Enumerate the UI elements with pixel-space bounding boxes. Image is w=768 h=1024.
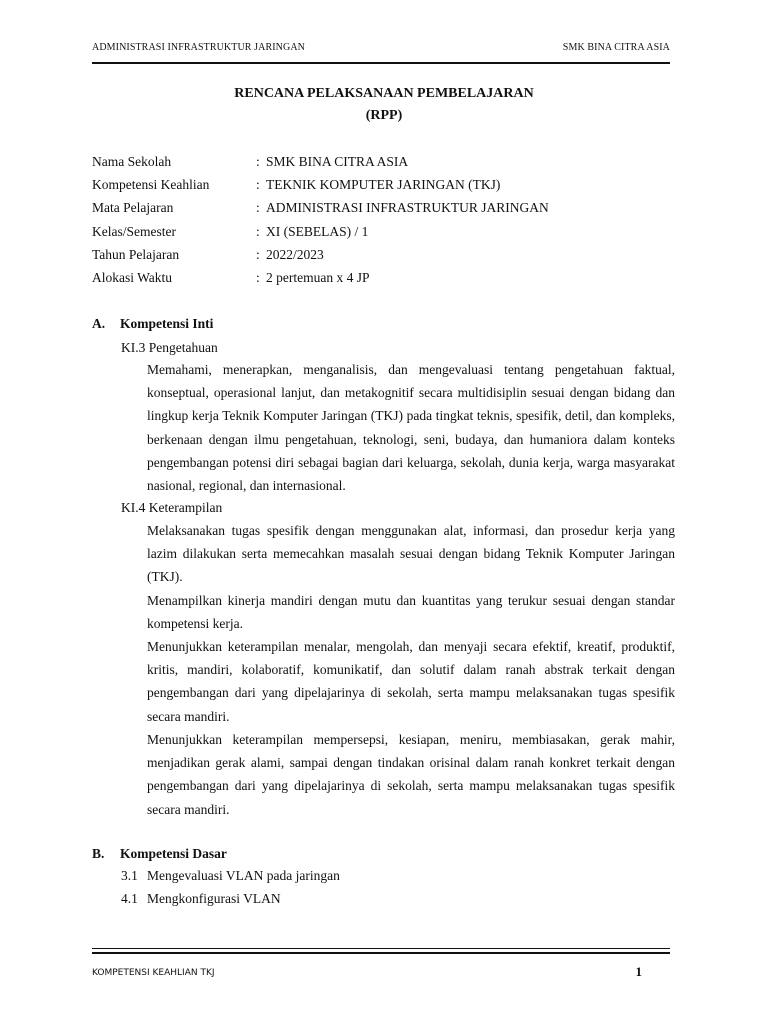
identity-label: Nama Sekolah [92,154,172,169]
kd-number: 3.1 [121,868,138,883]
identity-colon: : [256,246,260,262]
identity-label: Alokasi Waktu [92,269,173,285]
identity-colon: : [256,223,260,239]
identity-value: ADMINISTRASI INFRASTRUKTUR JARINGAN [266,200,549,216]
footer-label: KOMPETENSI KEAHLIAN TKJ [92,968,215,978]
section-a-letter: A. [92,316,106,331]
ki4-paragraph-3: Menunjukkan keterampilan menalar, mengolah, dan menyaji secara efektif, kreatif, produktif, kritis, mandiri, kolaboratif, komunikatif, dan solutif dalam ranah abstrak terkait dengan pengembangan dari yang dipelajarinya di sekolah, serta mampu melaksanakan tugas spesifik secara mandiri. [147,639,675,724]
section-b-title: Kompetensi Dasar [120,846,227,861]
identity-label: Mata Pelajaran [92,200,174,216]
identity-label: Kelas/Semester [92,223,176,239]
identity-colon: : [256,200,260,216]
identity-value: TEKNIK KOMPUTER JARINGAN (TKJ) [266,177,501,193]
identity-value: 2 pertemuan x 4 JP [266,269,370,285]
header-school: SMK BINA CITRA ASIA [562,42,670,53]
identity-colon: : [256,177,260,193]
footer-divider-thin [92,948,670,949]
identity-label: Tahun Pelajaran [92,246,180,262]
ki3-heading: KI.3 Pengetahuan [121,340,218,355]
footer-divider-thick [92,952,670,954]
identity-value: 2022/2023 [266,246,324,262]
identity-value: XI (SEBELAS) / 1 [266,223,369,239]
identity-label: Kompetensi Keahlian [92,177,210,193]
header-divider [92,62,670,64]
identity-value: SMK BINA CITRA ASIA [266,154,409,169]
page-number: 1 [635,964,642,979]
page-header [92,42,670,53]
identity-colon: : [256,154,260,169]
section-a-title: Kompetensi Inti [120,316,214,331]
ki3-paragraph: Memahami, menerapkan, menganalisis, dan mengevaluasi tentang pengetahuan faktual, konseptual, operasional lanjut, dan metakognitif secara multidisiplin sesuai dengan bidang dan lingkup kerja Teknik Komputer Jaringan (TKJ) pada tingkat teknis, spesifik, detil, dan kompleks, berkenaan dengan ilmu pengetahuan, teknologi, seni, budaya, dan humaniora dalam konteks pengembangan potensi diri sebagai bagian dari keluarga, sekolah, dunia kerja, warga masyarakat nasional, regional, dan internasional. [147,362,675,494]
header-subject: ADMINISTRASI INFRASTRUKTUR JARINGAN [92,42,305,53]
ki4-paragraph-1: Melaksanakan tugas spesifik dengan menggunakan alat, informasi, dan prosedur kerja yang lazim dilakukan serta memecahkan masalah sesuai dengan bidang Teknik Komputer Jaringan (TKJ). [147,523,675,585]
document-subtitle: (RPP) [365,108,403,123]
ki4-paragraph-4: Menunjukkan keterampilan mempersepsi, kesiapan, meniru, membiasakan, gerak mahir, menjadikan gerak alami, sampai dengan tindakan orisinal dalam ranah konkret terkait dengan pengembangan dari yang dipelajarinya di sekolah, serta mampu melaksanakan tugas spesifik secara mandiri. [147,732,675,817]
identity-colon: : [256,269,260,285]
ki4-paragraph-2: Menampilkan kinerja mandiri dengan mutu dan kuantitas yang terukur sesuai dengan standar kompetensi kerja. [147,593,675,632]
kd-text: Mengkonfigurasi VLAN [147,891,281,906]
document-title: RENCANA PELAKSANAAN PEMBELAJARAN [234,86,534,101]
section-b-letter: B. [92,846,105,861]
kd-text: Mengevaluasi VLAN pada jaringan [147,868,340,883]
kd-number: 4.1 [121,891,138,906]
ki4-heading: KI.4 Keterampilan [121,500,223,515]
